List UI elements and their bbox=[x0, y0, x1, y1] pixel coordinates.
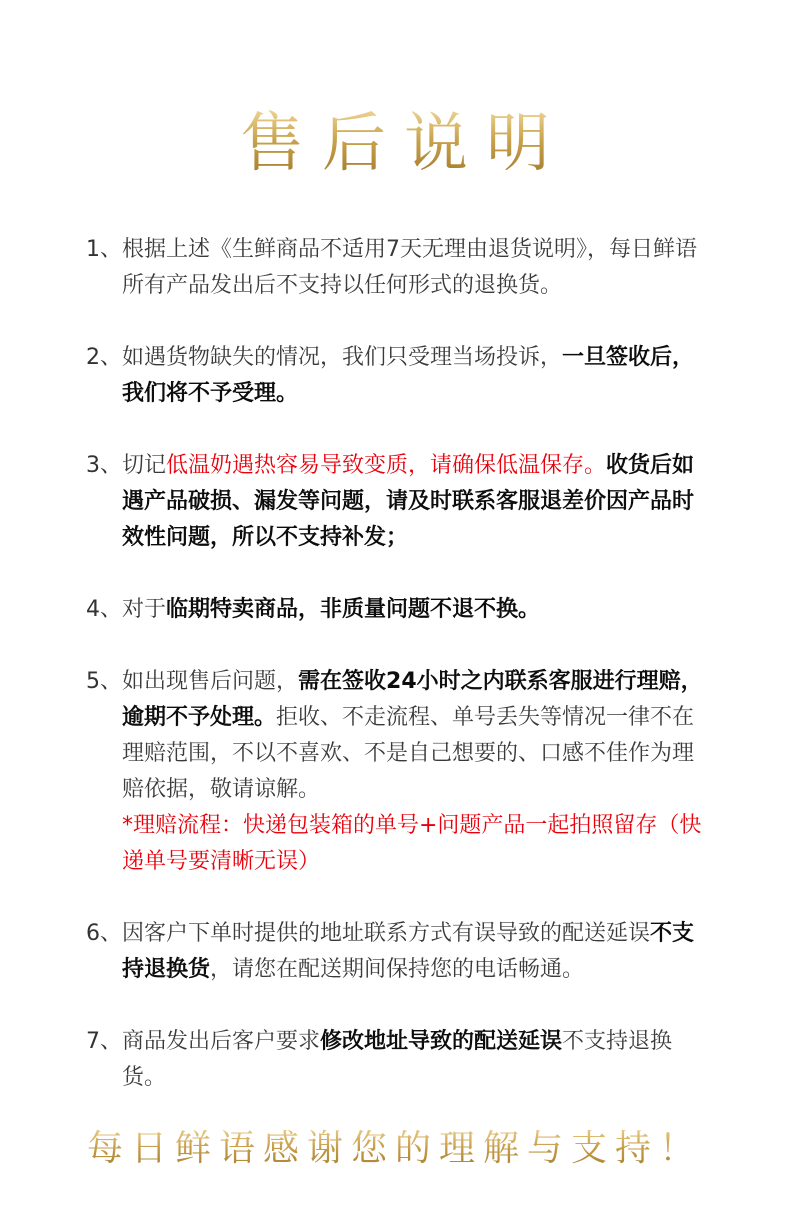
item-text: 根据上述《生鲜商品不适用7天无理由退货说明》，每日鲜语所有产品发出后不支持以任何形式的退换货。 bbox=[122, 237, 697, 298]
item-number: 7、 bbox=[86, 1029, 122, 1054]
list-item-1 bbox=[86, 232, 706, 304]
item-number: 3、 bbox=[86, 453, 122, 478]
item-text: 对于 bbox=[122, 597, 167, 622]
item-text-emphasis: 一旦签收后，我们将不予受理。 bbox=[122, 345, 695, 406]
item-text: 拒收、不走流程、单号丢失等情况一律不在理赔范围，不以不喜欢、不是自己想要的、口感不佳作为理赔依据，敬请谅解。 bbox=[122, 705, 695, 802]
item-text: 因客户下单时提供的地址联系方式有误导致的配送延误 bbox=[122, 921, 651, 946]
claim-process-note: *理赔流程：快递包装箱的单号+问题产品一起拍照留存（快递单号要清晰无误） bbox=[122, 813, 702, 874]
item-text-emphasis: 临期特卖商品，非质量问题不退不换。 bbox=[166, 597, 541, 622]
page-title: 售后说明 bbox=[0, 104, 790, 184]
item-text: 如出现售后问题， bbox=[122, 669, 299, 694]
item-text: 商品发出后客户要求 bbox=[122, 1029, 321, 1054]
list-item-7 bbox=[86, 1024, 706, 1096]
list-item-2 bbox=[86, 340, 706, 412]
item-text: ，请您在配送期间保持您的电话畅通。 bbox=[210, 957, 585, 982]
item-text-emphasis: 修改地址导致的配送延误 bbox=[320, 1029, 563, 1054]
item-number: 6、 bbox=[86, 921, 122, 946]
list-item-3 bbox=[86, 448, 706, 556]
item-number: 4、 bbox=[86, 597, 122, 622]
item-text-emphasis: 收货后如遇产品破损、漏发等问题，请及时联系客服退差价因产品时效性问题，所以不支持补发； bbox=[122, 453, 695, 550]
item-text-emphasis: 需在签收24小时之内联系客服进行理赔，逾期不予处理。 bbox=[122, 669, 703, 730]
list-item-5 bbox=[86, 664, 706, 880]
item-number: 2、 bbox=[86, 345, 122, 370]
item-number: 5、 bbox=[86, 669, 122, 694]
list-item-4 bbox=[86, 592, 706, 628]
item-text-emphasis: 不支持退换货 bbox=[122, 921, 695, 982]
after-sales-list bbox=[86, 232, 706, 1132]
item-text: 切记 bbox=[122, 453, 167, 478]
item-text: 不支持退换货。 bbox=[122, 1029, 673, 1090]
item-text: 如遇货物缺失的情况，我们只受理当场投诉， bbox=[122, 345, 563, 370]
footer-thanks: 每日鲜语感谢您的理解与支持！ bbox=[0, 1124, 790, 1174]
list-item-6 bbox=[86, 916, 706, 988]
item-text-warning: 低温奶遇热容易导致变质，请确保低温保存。 bbox=[166, 453, 607, 478]
item-number: 1、 bbox=[86, 237, 122, 262]
